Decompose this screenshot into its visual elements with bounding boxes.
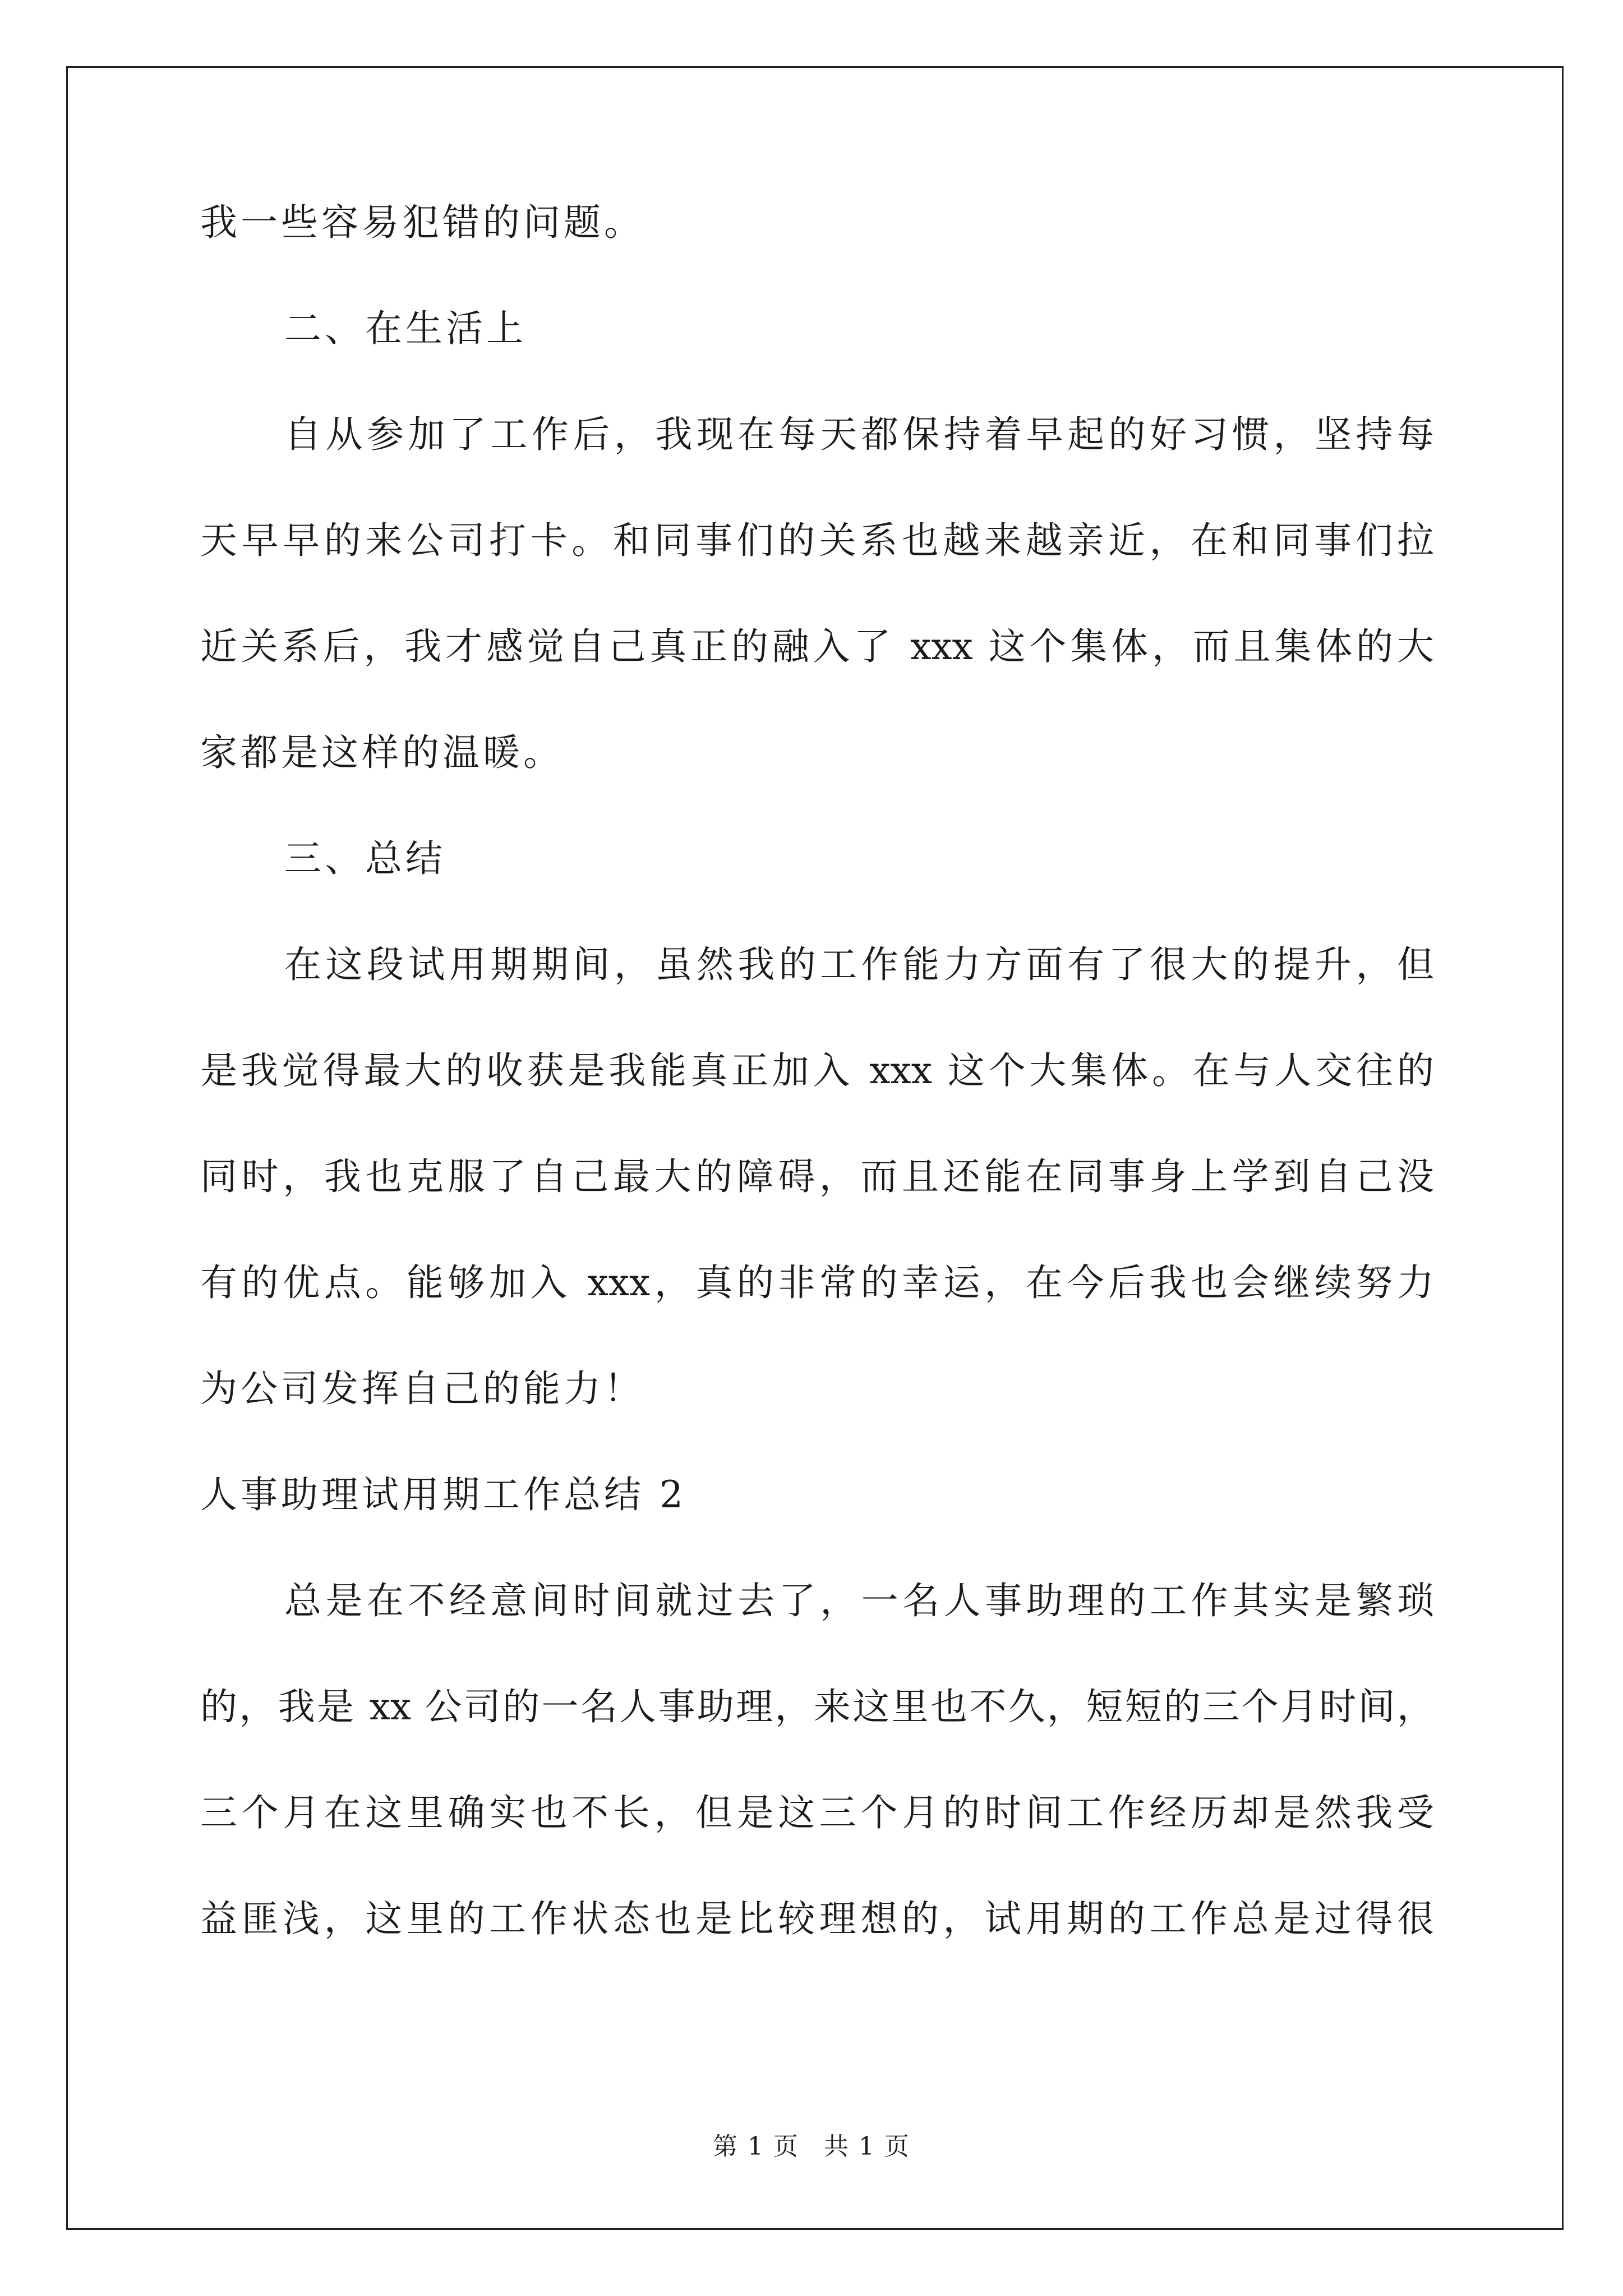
text-line: 天早早的来公司打卡。和同事们的关系也越来越亲近，在和同事们拉 [200, 519, 1434, 562]
section-heading-summary: 三、总结 [284, 837, 446, 880]
text-line: 的，我是 xx 公司的一名人事助理，来这里也不久，短短的三个月时间， [200, 1685, 1434, 1728]
page-total: 共 1 页 [824, 2132, 910, 2161]
text-line: 总是在不经意间时间就过去了，一名人事助理的工作其实是繁琐 [284, 1579, 1434, 1622]
document-body [200, 201, 1434, 2007]
text-line: 三个月在这里确实也不长，但是这三个月的时间工作经历却是然我受 [200, 1791, 1434, 1834]
page-footer [0, 2134, 1623, 2159]
text-line: 在这段试用期期间，虽然我的工作能力方面有了很大的提升，但 [284, 943, 1434, 986]
text-line: 我一些容易犯错的问题。 [200, 201, 644, 244]
section-heading-life: 二、在生活上 [284, 307, 527, 350]
text-line: 有的优点。能够加入 xxx，真的非常的幸运，在今后我也会继续努力 [200, 1261, 1434, 1304]
text-line: 同时，我也克服了自己最大的障碍，而且还能在同事身上学到自己没 [200, 1155, 1434, 1198]
text-line: 益匪浅，这里的工作状态也是比较理想的，试用期的工作总是过得很 [200, 1897, 1434, 1940]
page-number: 第 1 页 [713, 2132, 799, 2161]
article-title: 人事助理试用期工作总结 2 [200, 1473, 686, 1516]
text-line: 为公司发挥自己的能力！ [200, 1367, 644, 1410]
text-line: 近关系后，我才感觉自己真正的融入了 xxx 这个集体，而且集体的大 [200, 625, 1434, 668]
text-line: 自从参加了工作后，我现在每天都保持着早起的好习惯，坚持每 [284, 413, 1434, 456]
text-line: 家都是这样的温暖。 [200, 731, 564, 774]
text-line: 是我觉得最大的收获是我能真正加入 xxx 这个大集体。在与人交往的 [200, 1049, 1434, 1092]
